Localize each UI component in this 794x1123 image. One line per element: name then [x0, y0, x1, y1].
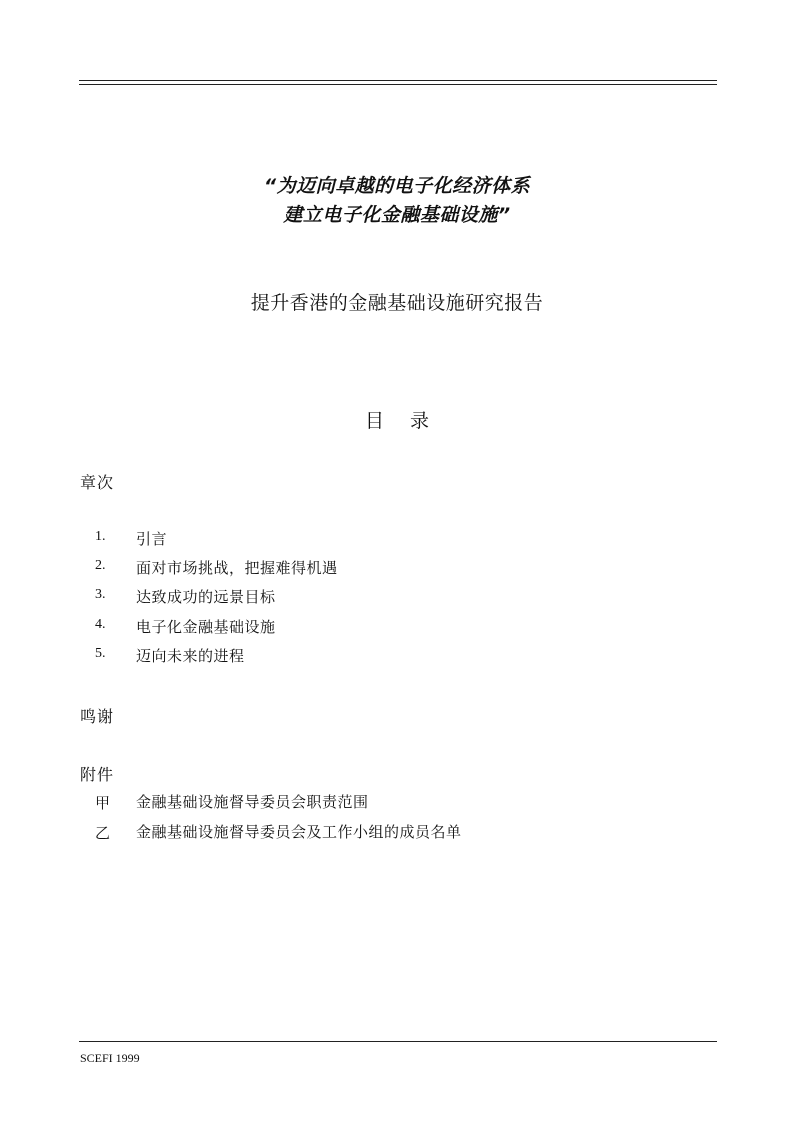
toc-item-text: 引言	[136, 530, 168, 548]
toc-heading: 目 录	[364, 410, 440, 432]
toc-item-text: 面对市场挑战，把握难得机遇	[136, 559, 338, 577]
toc-item-text: 达致成功的远景目标	[136, 588, 276, 606]
chapters-label: 章次	[80, 473, 115, 492]
toc-item-number: 1.	[95, 529, 106, 544]
toc-item-number: 4.	[95, 617, 106, 632]
header-rule-thick	[79, 80, 717, 81]
annex-item-letter: 乙	[95, 826, 111, 842]
document-subtitle: 提升香港的金融基础设施研究报告	[250, 292, 544, 314]
footer-rule	[79, 1041, 717, 1042]
toc-item-number: 2.	[95, 558, 106, 573]
annex-item-letter: 甲	[95, 796, 111, 812]
footer-text: SCEFI 1999	[80, 1051, 140, 1065]
toc-item-text: 电子化金融基础设施	[136, 618, 276, 636]
toc-item-number: 5.	[95, 646, 106, 661]
annexes-label: 附件	[80, 765, 115, 784]
document-title	[0, 172, 794, 230]
toc-item-number: 3.	[95, 587, 106, 602]
acknowledgements-label: 鸣谢	[80, 707, 115, 726]
header-rule-thin	[79, 84, 717, 85]
title-line-2: 建立电子化金融基础设施”	[283, 204, 511, 226]
toc-item-text: 迈向未来的进程	[136, 647, 245, 665]
annex-item-text: 金融基础设施督导委员会职责范围	[136, 793, 369, 811]
annex-item-text: 金融基础设施督导委员会及工作小组的成员名单	[136, 823, 462, 841]
title-line-1: “为迈向卓越的电子化经济体系	[263, 175, 531, 197]
